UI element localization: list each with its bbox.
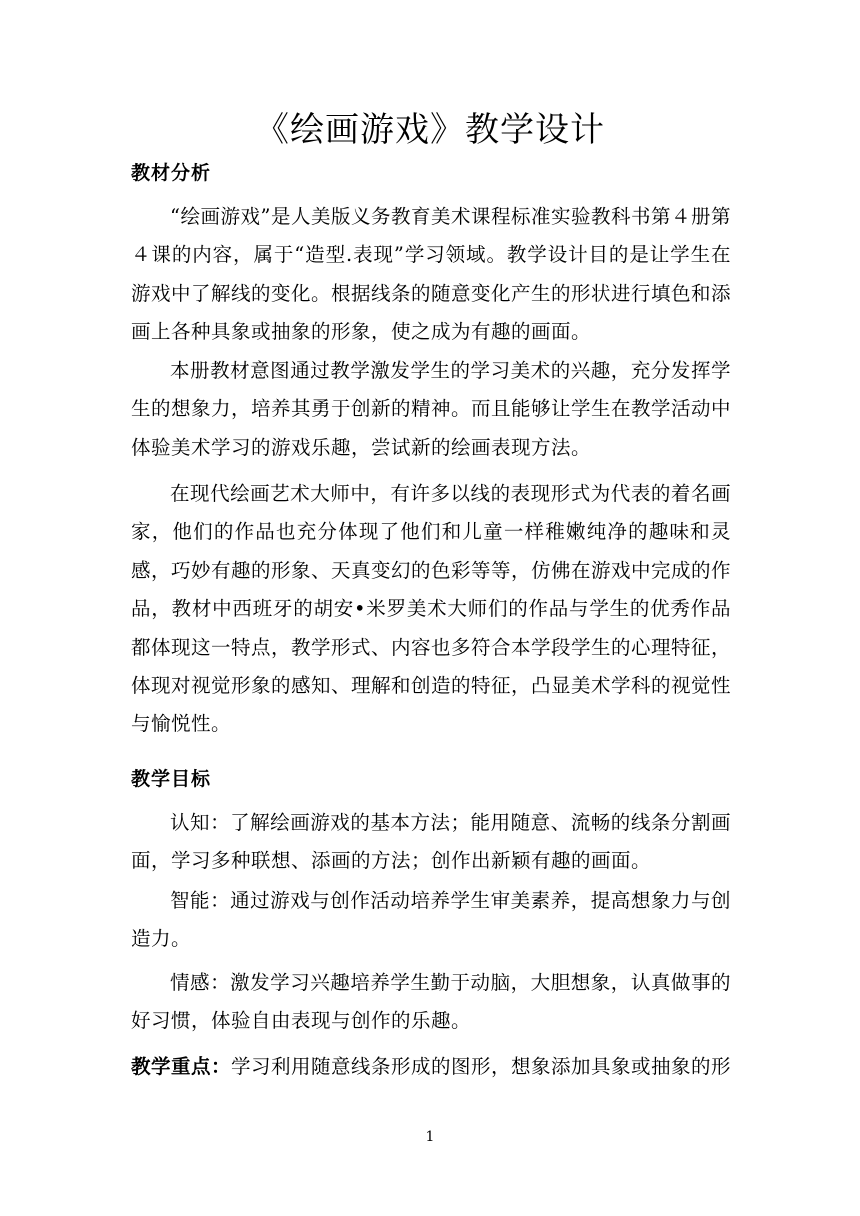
goal-ability: 智能：通过游戏与创作活动培养学生审美素养，提高想象力与创造力。 <box>131 889 731 951</box>
analysis-paragraph-1: “绘画游戏”是人美版义务教育美术课程标准实验教科书第４册第４课的内容，属于“造型.表现”学习领域。教学设计目的是让学生在游戏中了解线的变化。根据线条的随意变化产生的形状进行填色和添画上各种具象或抽象的形象，使之成为有趣的画面。 <box>131 205 732 344</box>
section-heading-goals: 教学目标 <box>131 768 212 790</box>
page-number: 1 <box>425 1129 435 1145</box>
analysis-paragraph-2: 本册教材意图通过教学激发学生的学习美术的兴趣，充分发挥学生的想象力，培养其勇于创新的精神。而且能够让学生在教学活动中体验美术学习的游戏乐趣，尝试新的绘画表现方法。 <box>131 359 732 459</box>
goal-emotion: 情感：激发学习兴趣培养学生勤于动脑，大胆想象，认真做事的好习惯，体验自由表现与创作的乐趣。 <box>131 971 731 1033</box>
key-point-label: 教学重点： <box>131 1055 232 1078</box>
section-heading-analysis: 教材分析 <box>131 162 212 184</box>
goal-cognition: 认知：了解绘画游戏的基本方法；能用随意、流畅的线条分割画面，学习多种联想、添画的方法；创作出新颖有趣的画面。 <box>131 811 731 873</box>
analysis-paragraph-3: 在现代绘画艺术大师中，有许多以线的表现形式为代表的着名画家，他们的作品也充分体现了他们和儿童一样稚嫩纯净的趣味和灵感，巧妙有趣的形象、天真变幻的色彩等等，仿佛在游戏中完成的作品，教材中西班牙的胡安•米罗美术大师们的作品与学生的优秀作品都体现这一特点，教学形式、内容也多符合本学段学生的心理特征，体现对视觉形象的感知、理解和创造的特征，凸显美术学科的视觉性与愉悦性。 <box>131 482 732 736</box>
document-title: 《绘画游戏》教学设计 <box>255 110 605 150</box>
key-point-text: 学习利用随意线条形成的图形，想象添加具象或抽象的形 <box>231 1055 731 1078</box>
key-point-line <box>131 1048 731 1086</box>
